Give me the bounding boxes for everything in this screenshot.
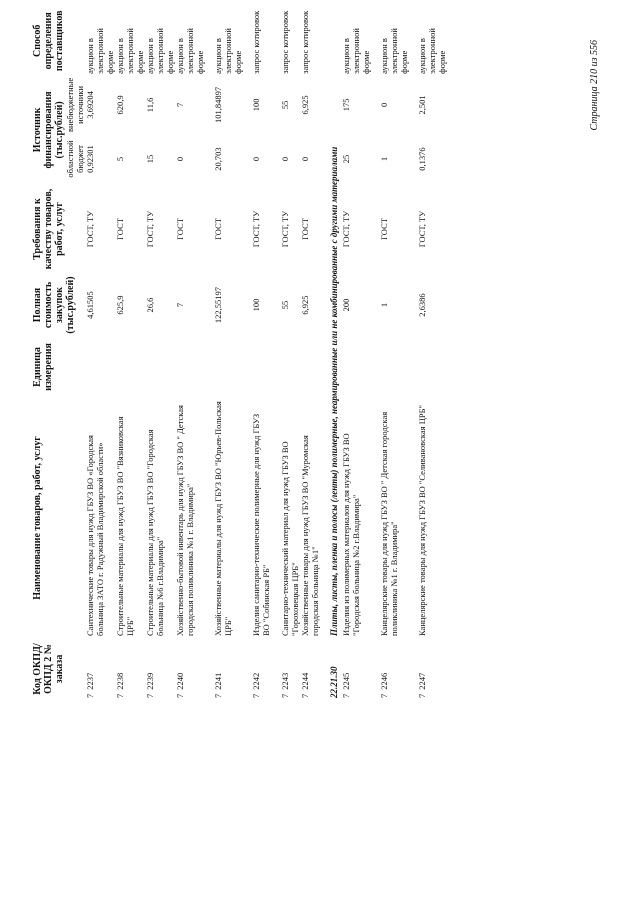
header-method: Способ определения поставщиков xyxy=(32,10,65,72)
row-code-number: 2239 xyxy=(145,672,155,690)
row-funding-extra: 100 xyxy=(251,98,261,112)
row-code-prefix: 7 xyxy=(341,693,351,698)
row-code xyxy=(145,638,175,700)
row-funding-regional: 0,1376 xyxy=(417,147,427,171)
table-row xyxy=(145,6,175,700)
row-code-prefix: 7 xyxy=(85,693,95,698)
row-method: аукцион в электронной форме xyxy=(175,28,205,74)
row-code xyxy=(115,638,145,700)
row-code xyxy=(85,638,115,700)
row-code-prefix: 7 xyxy=(175,693,185,698)
table-row xyxy=(417,6,455,700)
table-body-main xyxy=(85,6,329,700)
row-code-number: 2245 xyxy=(341,672,351,690)
row-name: Хозяйственные товары для нужд ГБУЗ ВО "Муромская городская больница №1" xyxy=(300,435,320,636)
row-name: Хозяйственно-бытовой инвентарь для нужд ГБУЗ ВО " Детская городская поликлиника №1 г. Владимира" xyxy=(175,405,195,636)
row-funding-extra: 2,501 xyxy=(417,95,427,115)
row-cost: 26,6 xyxy=(145,297,155,313)
row-unit xyxy=(251,336,280,398)
row-code xyxy=(379,638,417,700)
row-requirements: ГОСТ, ТУ xyxy=(341,210,351,248)
row-code-number: 2238 xyxy=(115,672,125,690)
table-row xyxy=(251,6,280,700)
row-funding-regional: 5 xyxy=(115,156,125,162)
table-body-second xyxy=(341,6,455,700)
row-name: Изделия санитарно-технические полимерные для нужд ГБУЗ ВО "Собинская РБ" xyxy=(251,413,271,636)
row-code xyxy=(251,638,280,700)
row-requirements: ГОСТ, ТУ xyxy=(85,210,95,248)
row-unit xyxy=(417,336,455,398)
table-row xyxy=(341,6,379,700)
header-funding-extra: внебюджетные источники xyxy=(65,77,85,132)
row-code-number: 2246 xyxy=(379,672,389,690)
row-funding-regional: 15 xyxy=(145,154,155,164)
header-funding: Источник финансирования (тыс.рублей) xyxy=(32,91,65,169)
row-name: Сантехнические товары для нужд ГБУЗ ВО «Городская больница ЗАТО г. Радужный Владимирской области» xyxy=(85,435,105,636)
row-funding-regional: 25 xyxy=(341,154,351,164)
row-code-prefix: 7 xyxy=(115,693,125,698)
row-code-number: 2237 xyxy=(85,672,95,690)
table-body-section xyxy=(329,6,341,700)
row-cost: 4,61505 xyxy=(85,291,95,319)
row-funding-extra: 6,925 xyxy=(300,95,310,115)
row-code-number: 2244 xyxy=(300,672,310,690)
row-funding-extra: 55 xyxy=(280,100,290,110)
row-funding-regional: 0 xyxy=(300,156,310,162)
row-code-number: 2241 xyxy=(213,672,223,690)
row-method: аукцион в электронной форме xyxy=(341,28,371,74)
row-cost: 1 xyxy=(379,302,389,308)
row-code-prefix: 7 xyxy=(145,693,155,698)
row-method: аукцион в электронной форме xyxy=(417,28,447,74)
table-row xyxy=(85,6,115,700)
row-funding-regional: 20,703 xyxy=(213,147,223,171)
row-unit xyxy=(280,336,300,398)
row-code xyxy=(341,638,379,700)
row-name: Канцелярские товары для нужд ГБУЗ ВО " Детская городская поликлиника №1 г. Владимира" xyxy=(379,411,399,636)
row-unit xyxy=(300,336,329,398)
row-cost: 7 xyxy=(175,302,185,308)
row-code-prefix: 7 xyxy=(379,693,389,698)
row-name: Изделия из полимерных материалов для нужд ГБУЗ ВО "Городская больница №2 г.Владимира" xyxy=(341,433,361,636)
header-name: Наименование товаров, работ, услуг xyxy=(32,436,43,600)
row-method: аукцион в электронной форме xyxy=(379,28,409,74)
row-method: запрос котировок xyxy=(300,10,310,74)
row-cost: 100 xyxy=(251,298,261,312)
row-name: Строительные материалы для нужд ГБУЗ ВО "Городская больница №6 г.Владимира" xyxy=(145,429,165,636)
row-code-prefix: 7 xyxy=(251,693,261,698)
row-requirements: ГОСТ xyxy=(300,218,310,240)
row-code-number: 2247 xyxy=(417,672,427,690)
table-header-row xyxy=(32,6,65,700)
row-code xyxy=(417,638,455,700)
row-code-prefix: 7 xyxy=(213,693,223,698)
row-requirements: ГОСТ, ТУ xyxy=(145,210,155,248)
row-code xyxy=(280,638,300,700)
row-requirements: ГОСТ, ТУ xyxy=(251,210,261,248)
row-unit xyxy=(85,336,115,398)
table-row xyxy=(175,6,213,700)
row-code-number: 2243 xyxy=(280,672,290,690)
row-name: Канцелярские товары для нужд ГБУЗ ВО "Селивановская ЦРБ" xyxy=(417,405,427,636)
row-code-prefix: 7 xyxy=(300,693,310,698)
row-cost: 2,6386 xyxy=(417,293,427,317)
row-funding-regional: 1 xyxy=(379,156,389,162)
header-funding-regional: областной бюджет xyxy=(65,140,85,178)
header-requirements: Требования к качеству товаров, работ, услуг xyxy=(32,188,65,270)
row-requirements: ГОСТ xyxy=(379,218,389,240)
section-code: 22.21.30 xyxy=(329,666,339,698)
table-row xyxy=(115,6,145,700)
table-row xyxy=(213,6,251,700)
row-funding-extra: 11,6 xyxy=(145,97,155,113)
table-row xyxy=(379,6,417,700)
table-row xyxy=(300,6,329,700)
procurement-table xyxy=(32,6,455,700)
row-method: аукцион в электронной форме xyxy=(213,28,243,74)
row-code-prefix: 7 xyxy=(417,693,427,698)
row-unit xyxy=(379,336,417,398)
row-method: аукцион в электронной форме xyxy=(145,28,175,74)
table-row xyxy=(280,6,300,700)
row-code-number: 2240 xyxy=(175,672,185,690)
row-funding-regional: 0 xyxy=(175,156,185,162)
header-cost: Полная стоимость закупок (тыс.рублей) xyxy=(32,276,76,334)
row-requirements: ГОСТ xyxy=(213,218,223,240)
row-requirements: ГОСТ xyxy=(115,218,125,240)
row-cost: 200 xyxy=(341,298,351,312)
row-funding-extra: 0 xyxy=(379,102,389,108)
row-name: Санитарно-технический материал для нужд ГБУЗ ВО "Гороховецкая ЦРБ" xyxy=(280,441,300,636)
header-unit: Единица измерения xyxy=(32,343,54,391)
row-name: Строительные материалы для нужд ГБУЗ ВО "Вязниковская ЦРБ" xyxy=(115,416,135,636)
row-unit xyxy=(145,336,175,398)
row-funding-regional: 0,92301 xyxy=(85,145,95,173)
row-requirements: ГОСТ, ТУ xyxy=(280,210,290,248)
row-funding-extra: 101,84897 xyxy=(213,86,223,123)
row-funding-extra: 175 xyxy=(341,98,351,112)
row-funding-extra: 3,69204 xyxy=(85,91,95,119)
row-code xyxy=(175,638,213,700)
row-requirements: ГОСТ, ТУ xyxy=(417,210,427,248)
row-funding-extra: 620,9 xyxy=(115,95,125,115)
row-unit xyxy=(175,336,213,398)
row-code xyxy=(213,638,251,700)
section-title: Плиты, листы, пленка и полосы (ленты) полимерные, неармированные или не комбинированные с другими материалами xyxy=(329,146,339,636)
row-cost: 122,55197 xyxy=(213,286,223,324)
section-row xyxy=(329,6,341,700)
row-code-number: 2242 xyxy=(251,672,261,690)
header-code: Код ОКПД/ ОКПД 2 № заказа xyxy=(32,643,65,695)
row-name: Хозяйственные материалы для нужд ГБУЗ ВО "Юрьев-Польская ЦРБ" xyxy=(213,401,233,636)
row-method: запрос котировок xyxy=(280,10,290,74)
row-method: аукцион в электронной форме xyxy=(85,28,115,74)
row-code-prefix: 7 xyxy=(280,693,290,698)
row-method: аукцион в электронной форме xyxy=(115,28,145,74)
row-funding-regional: 0 xyxy=(251,156,261,162)
row-cost: 55 xyxy=(280,300,290,310)
row-unit xyxy=(115,336,145,398)
page-number: Страница 210 из 556 xyxy=(589,40,600,131)
row-requirements: ГОСТ xyxy=(175,218,185,240)
row-funding-regional: 0 xyxy=(280,156,290,162)
row-unit xyxy=(213,336,251,398)
row-method: запрос котировок xyxy=(251,10,261,74)
row-cost: 6,925 xyxy=(300,295,310,315)
row-code xyxy=(300,638,329,700)
row-cost: 625,9 xyxy=(115,295,125,315)
row-funding-extra: 7 xyxy=(175,102,185,108)
row-unit xyxy=(341,336,379,398)
